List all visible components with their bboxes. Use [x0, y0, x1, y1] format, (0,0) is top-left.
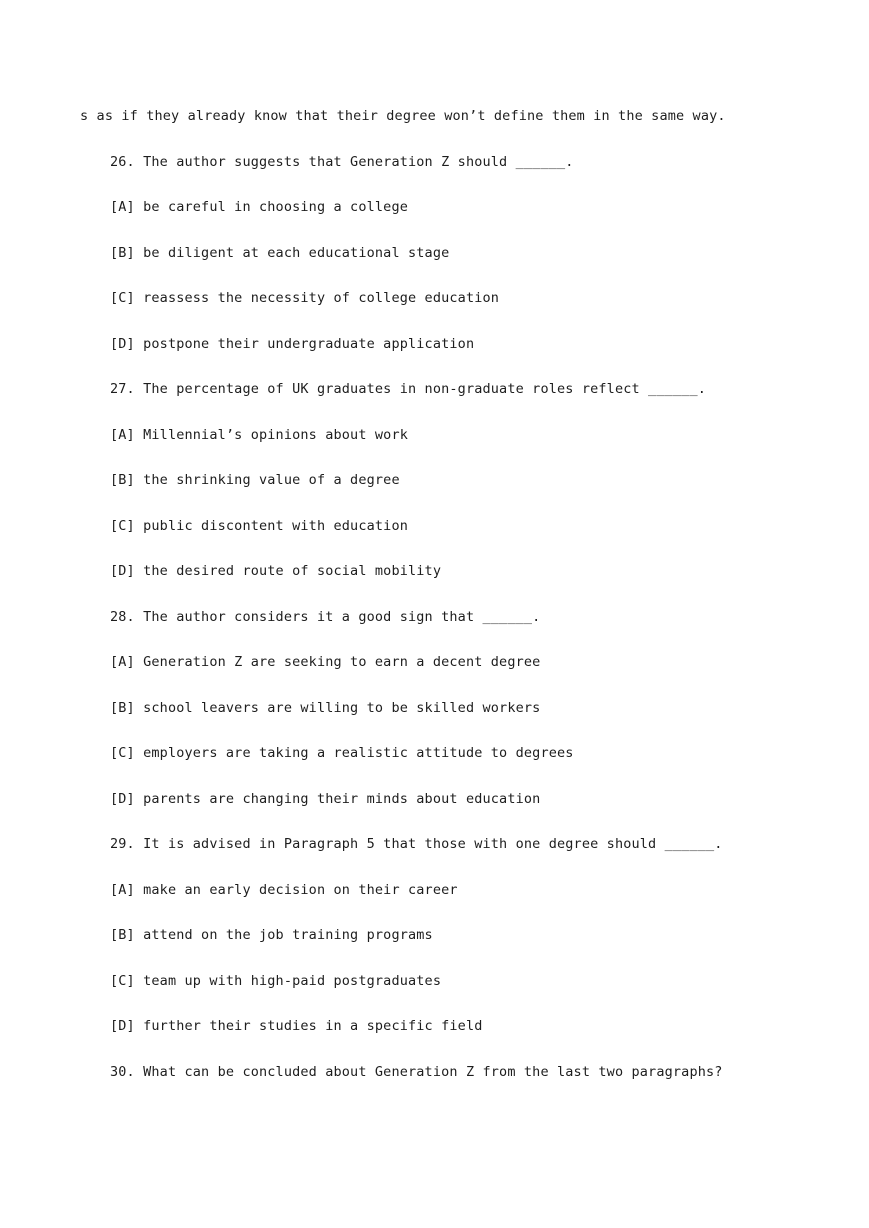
question-28-stem: 28. The author considers it a good sign that ______.	[110, 609, 541, 625]
question-28-option-d: [D] parents are changing their minds about education	[110, 791, 541, 807]
question-26-option-d: [D] postpone their undergraduate application	[110, 336, 475, 352]
passage-continuation: s as if they already know that their degree won’t define them in the same way.	[80, 108, 726, 124]
question-26-stem: 26. The author suggests that Generation Z should ______.	[110, 154, 574, 170]
question-27-option-a: [A] Millennial’s opinions about work	[110, 427, 408, 443]
question-29-option-c: [C] team up with high-paid postgraduates	[110, 973, 442, 989]
question-27-option-c: [C] public discontent with education	[110, 518, 408, 534]
question-29-option-a: [A] make an early decision on their career	[110, 882, 458, 898]
question-26-option-a: [A] be careful in choosing a college	[110, 199, 408, 215]
question-26-option-b: [B] be diligent at each educational stage	[110, 245, 450, 261]
question-26-option-c: [C] reassess the necessity of college education	[110, 290, 500, 306]
question-29-option-b: [B] attend on the job training programs	[110, 927, 433, 943]
question-28-option-c: [C] employers are taking a realistic attitude to degrees	[110, 745, 574, 761]
question-28-option-a: [A] Generation Z are seeking to earn a decent degree	[110, 654, 541, 670]
question-27-option-b: [B] the shrinking value of a degree	[110, 472, 400, 488]
question-27-option-d: [D] the desired route of social mobility	[110, 563, 442, 579]
question-30-stem: 30. What can be concluded about Generation Z from the last two paragraphs?	[110, 1064, 723, 1080]
question-29-option-d: [D] further their studies in a specific field	[110, 1018, 483, 1034]
question-28-option-b: [B] school leavers are willing to be skilled workers	[110, 700, 541, 716]
question-29-stem: 29. It is advised in Paragraph 5 that those with one degree should ______.	[110, 836, 723, 852]
question-27-stem: 27. The percentage of UK graduates in non-graduate roles reflect ______.	[110, 381, 706, 397]
